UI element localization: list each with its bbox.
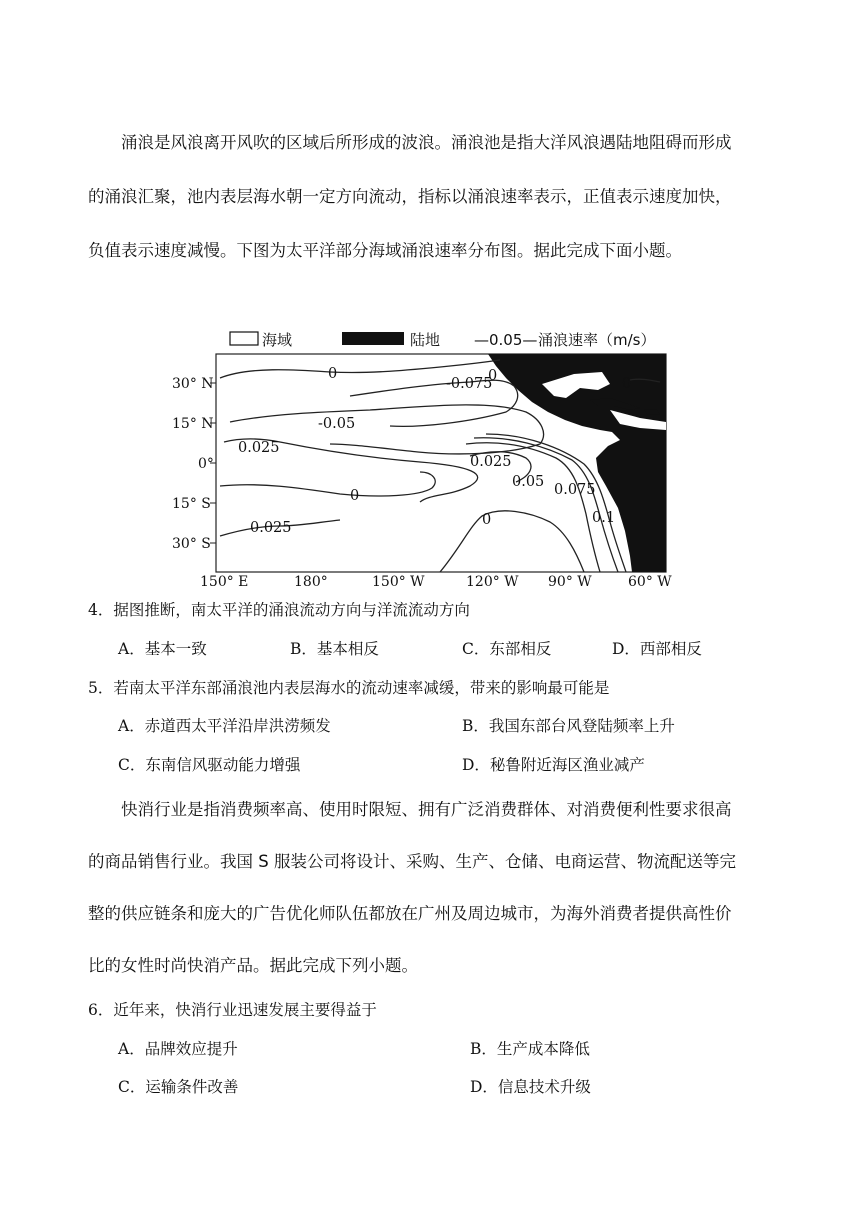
swell-rate-map [170,326,690,590]
question-5-stem: 5．若南太平洋东部涌浪池内表层海水的流动速率减缓，带来的影响最可能是 [88,679,610,697]
passage-line: 比的女性时尚快消产品。据此完成下列小题。 [88,956,418,975]
passage-line: 的涌浪汇聚，池内表层海水朝一定方向流动，指标以涌浪速率表示，正值表示速度加快， [88,187,732,206]
passage-line: 的商品销售行业。我国 S 服装公司将设计、采购、生产、仓储、电商运营、物流配送等完 [88,852,736,871]
legend-sea-swatch [230,332,258,345]
q5-option-a[interactable]: A．赤道西太平洋沿岸洪涝频发 [118,717,331,735]
question-6-stem: 6．近年来，快消行业迅速发展主要得益于 [88,1001,377,1019]
q6-option-b[interactable]: B．生产成本降低 [470,1040,590,1058]
q4-option-a[interactable]: A．基本一致 [118,640,207,658]
passage-line: 负值表示速度减慢。下图为太平洋部分海域涌浪速率分布图。据此完成下面小题。 [88,241,682,260]
longitude-axis [200,574,672,590]
contour-label: 0 [488,368,498,384]
lat-label: 0° [198,456,214,472]
legend-line-sample: —0.05— [474,331,538,349]
contour-label: 0 [622,376,632,392]
legend-land-label: 陆地 [410,331,441,349]
q5-option-c[interactable]: C．东南信风驱动能力增强 [118,756,301,774]
legend-rate-label: 涌浪速率（m/s） [538,331,656,349]
passage-1 [88,128,778,266]
passage-line: 快消行业是指消费频率高、使用时限短、拥有广泛消费群体、对消费便利性要求很高 [121,800,732,819]
contour-label: 0.025 [238,440,280,456]
lon-label: 150° W [372,574,425,590]
question-4-stem: 4．据图推断，南太平洋的涌浪流动方向与洋流流动方向 [88,601,470,619]
q4-option-d[interactable]: D．西部相反 [612,640,702,658]
lon-label: 60° W [628,574,672,590]
contour-label: 0.1 [592,510,616,526]
contour-label: 0.075 [554,482,596,498]
contour-label: 0 [328,366,338,382]
q6-option-c[interactable]: C．运输条件改善 [118,1078,239,1096]
legend-land-swatch [342,332,404,345]
lat-label: 30° N [172,376,214,392]
lon-label: 90° W [548,574,592,590]
lat-label: 15° N [172,416,214,432]
lon-label: 120° W [466,574,519,590]
passage-line: 涌浪是风浪离开风吹的区域后所形成的波浪。涌浪池是指大洋风浪遇陆地阻碍而形成 [121,133,732,152]
contour-label: 0.05 [512,474,545,490]
contour-label: -0.075 [446,376,493,392]
lon-label: 150° E [200,574,249,590]
map-svg [170,326,690,590]
latitude-axis [172,376,216,552]
q4-option-b[interactable]: B．基本相反 [290,640,379,658]
legend-sea-label: 海域 [262,331,293,349]
passage-2 [88,795,778,981]
q6-option-a[interactable]: A．品牌效应提升 [118,1040,238,1058]
q4-option-c[interactable]: C．东部相反 [462,640,552,658]
passage-line: 整的供应链条和庞大的广告优化师队伍都放在广州及周边城市，为海外消费者提供高性价 [88,904,732,923]
q5-option-d[interactable]: D．秘鲁附近海区渔业减产 [462,756,645,774]
contour-label: -0.05 [318,416,356,432]
q6-option-d[interactable]: D．信息技术升级 [470,1078,591,1096]
map-legend [230,331,655,349]
lat-label: 15° S [172,496,211,512]
lon-label: 180° [294,574,328,590]
contour-label: 0.025 [470,454,512,470]
contour-label: 0 [350,488,360,504]
contour-label: 0.025 [250,520,292,536]
contour-label: 0 [482,512,492,528]
q5-option-b[interactable]: B．我国东部台风登陆频率上升 [462,717,675,735]
lat-label: 30° S [172,536,211,552]
